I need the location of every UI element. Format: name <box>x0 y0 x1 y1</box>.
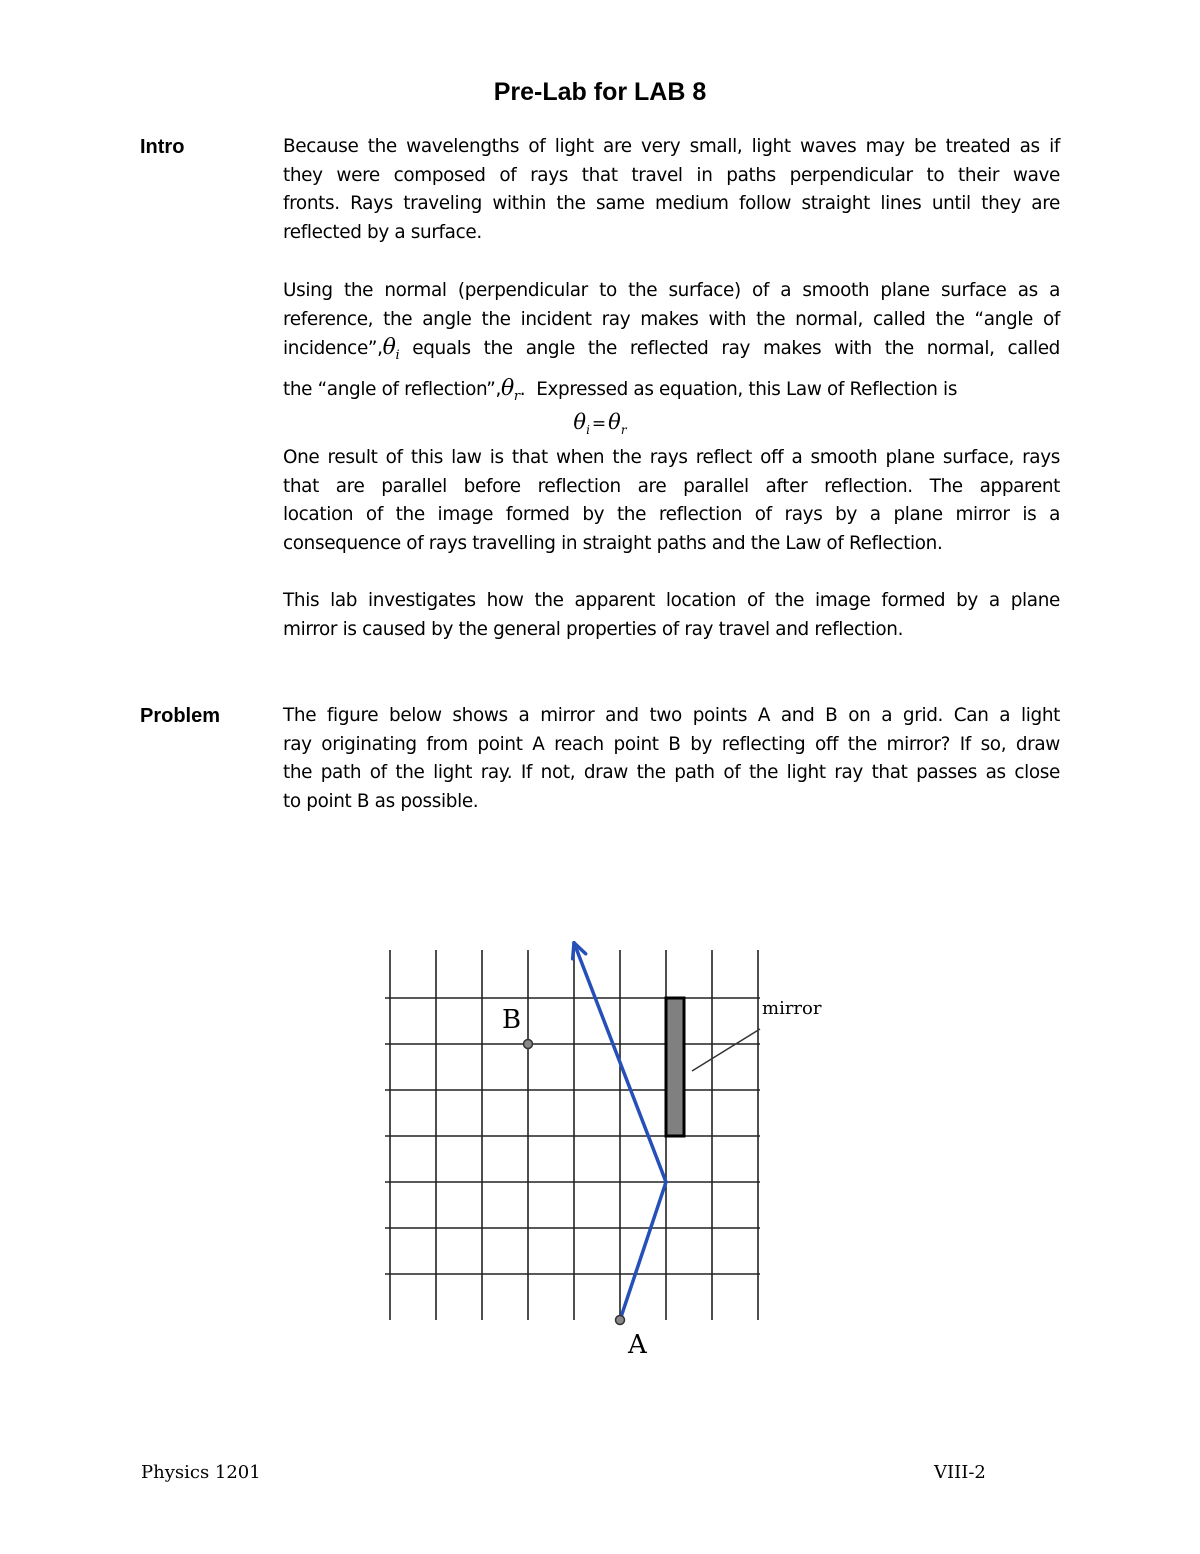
text-fragment: the “angle of reflection”, <box>283 379 501 401</box>
text-line: Using the normal (perpendicular to the surface) of a smooth plane surface as a <box>283 280 1060 301</box>
text-line: consequence of rays travelling in straight paths and the Law of Reflection. <box>283 533 943 555</box>
law-of-reflection-equation <box>560 410 640 437</box>
text-line <box>283 334 1060 371</box>
incident-ray <box>620 1182 666 1320</box>
subscript-i: i <box>395 348 400 364</box>
text-line: ray originating from point A reach point B by reflecting off the mirror? If so, draw <box>283 733 1060 755</box>
text-line: Because the wavelengths of light are very small, light waves may be treated as if <box>283 136 1060 157</box>
mirror-grid-figure <box>370 925 840 1360</box>
text-line: This lab investigates how the apparent location of the image formed by a plane <box>283 590 1060 611</box>
text-line: the path of the light ray. If not, draw the path of the light ray that passes as close <box>283 762 1060 784</box>
text-fragment: incidence”, <box>283 338 383 360</box>
intro-paragraph-2 <box>283 277 1060 412</box>
text-line: location of the image formed by the reflection of rays by a plane mirror is a <box>283 504 1060 526</box>
text-line: One result of this law is that when the rays reflect off a smooth plane surface, rays <box>283 447 1060 468</box>
problem-paragraph <box>283 702 1060 817</box>
equals-sign: = <box>591 414 607 434</box>
arrowhead <box>573 943 574 959</box>
intro-paragraph-3 <box>283 444 1060 559</box>
text-line: that are parallel before reflection are parallel after reflection. The apparent <box>283 475 1060 497</box>
theta-symbol: θ <box>382 335 396 361</box>
problem-label: Problem <box>140 705 221 727</box>
point-b <box>524 1040 533 1049</box>
page-title: Pre-Lab for LAB 8 <box>493 78 707 106</box>
intro-label: Intro <box>140 136 185 158</box>
grid <box>385 950 760 1320</box>
mirror <box>666 998 684 1136</box>
text-line: mirror is caused by the general properties of ray travel and reflection. <box>283 618 904 640</box>
text-line: they were composed of rays that travel in paths perpendicular to their wave <box>283 164 1060 186</box>
theta-symbol: θ <box>608 410 621 434</box>
footer-page-number: VIII-2 <box>934 1462 986 1483</box>
text-line: to point B as possible. <box>283 791 479 813</box>
intro-paragraph-4 <box>283 587 1060 644</box>
text-line: The figure below shows a mirror and two points A and B on a grid. Can a light <box>283 705 1060 726</box>
text-fragment: . Expressed as equation, this Law of Reflection is <box>519 379 958 401</box>
subscript-r: r <box>620 423 627 437</box>
subscript-i: i <box>586 423 590 437</box>
footer-course: Physics 1201 <box>141 1462 261 1483</box>
text-fragment: equals the angle the reflected ray makes with the normal, called <box>399 338 1060 360</box>
text-line: fronts. Rays traveling within the same medium follow straight lines until they are <box>283 193 1060 215</box>
mirror-leader-line <box>692 1029 760 1071</box>
text-line: reference, the angle the incident ray makes with the normal, called the “angle of <box>283 308 1060 330</box>
text-line: reflected by a surface. <box>283 222 482 244</box>
theta-symbol: θ <box>573 410 587 434</box>
theta-symbol: θ <box>500 376 514 402</box>
point-a <box>616 1316 625 1325</box>
text-line <box>283 375 1060 412</box>
mirror-label: mirror <box>762 998 822 1019</box>
subscript-r: r <box>513 389 520 405</box>
point-a-label: A <box>628 1330 647 1360</box>
intro-paragraph-1 <box>283 133 1060 248</box>
point-b-label: B <box>502 1005 522 1035</box>
